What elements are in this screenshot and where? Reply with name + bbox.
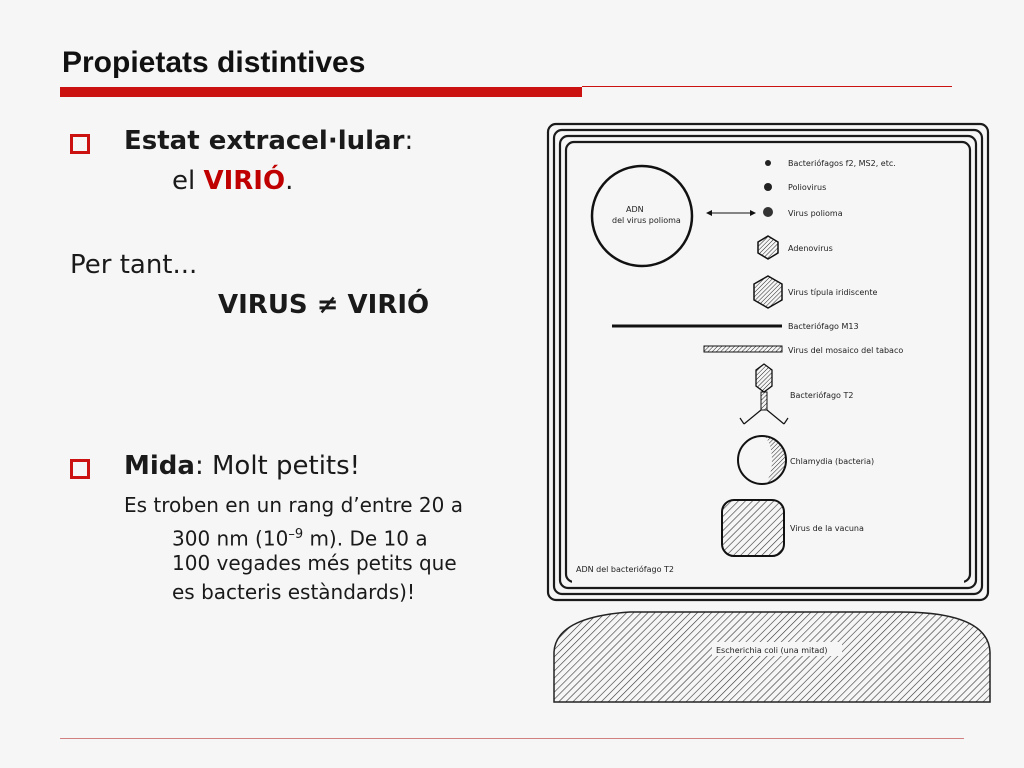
title-underline-bar (60, 87, 582, 97)
tmv-label: Virus del mosaico del tabaco (788, 346, 904, 355)
bullet2-label: Mida (124, 451, 195, 481)
bullet2-line (124, 451, 360, 481)
bacteriophage-f2-dot (765, 160, 771, 166)
t2-dna-label: ADN del bacteriófago T2 (576, 565, 674, 574)
slide-title: Propietats distintives (62, 46, 366, 79)
t2-label: Bacteriófago T2 (790, 391, 854, 400)
polioma-dna-label-1: ADN (626, 205, 644, 214)
size-desc-part-a: 300 nm (10 (172, 526, 289, 551)
title-underline-line (582, 86, 952, 87)
size-desc-line-1: Es troben en un rang d’entre 20 a (124, 493, 463, 517)
virus-size-diagram (540, 112, 1000, 712)
adenovirus-label: Adenovirus (788, 244, 833, 253)
vaccinia-shape (722, 500, 784, 556)
bullet-square-icon (70, 459, 90, 479)
bullet2-rest: : Molt petits! (194, 451, 361, 481)
m13-label: Bacteriófago M13 (788, 322, 859, 331)
bullet1-label: Estat extracel·lular (124, 126, 405, 156)
poliovirus-dot (764, 183, 772, 191)
virio-highlight: VIRIÓ (203, 166, 286, 196)
virio-line (172, 166, 293, 196)
virus-size-figure (540, 112, 1000, 712)
ecoli-label: Escherichia coli (una mitad) (716, 646, 828, 655)
virio-suffix: . (285, 166, 294, 196)
bullet1-line (124, 126, 413, 156)
tipula-virus-shape (754, 276, 782, 308)
virus-not-virio-text: VIRUS ≠ VIRIÓ (218, 290, 430, 320)
bullet-square-icon (70, 134, 90, 154)
tmv-rod (704, 346, 782, 352)
adenovirus-shape (758, 236, 778, 259)
polyoma-virus-dot (763, 207, 773, 217)
vaccinia-label: Virus de la vacuna (790, 524, 864, 533)
size-desc-line-3: 100 vegades més petits que (172, 551, 457, 575)
polyoma-virus-label: Virus polioma (788, 209, 843, 218)
bacteriophage-f2-label: Bacteriófagos f2, MS2, etc. (788, 159, 896, 168)
bullet1-colon: : (404, 126, 414, 156)
polioma-dna-label-2: del virus polioma (612, 216, 681, 225)
poliovirus-label: Poliovirus (788, 183, 827, 192)
virio-prefix: el (172, 166, 204, 196)
ecoli-shape (554, 612, 990, 702)
size-desc-part-b: m). De 10 a (303, 526, 428, 551)
tipula-virus-label: Virus típula iridiscente (788, 288, 878, 297)
footer-divider (60, 738, 964, 739)
size-desc-exponent: –9 (288, 527, 304, 542)
size-desc-line-4: es bacteris estàndards)! (172, 580, 415, 604)
per-tant-text: Per tant... (70, 250, 198, 280)
chlamydia-label: Chlamydia (bacteria) (790, 457, 875, 466)
